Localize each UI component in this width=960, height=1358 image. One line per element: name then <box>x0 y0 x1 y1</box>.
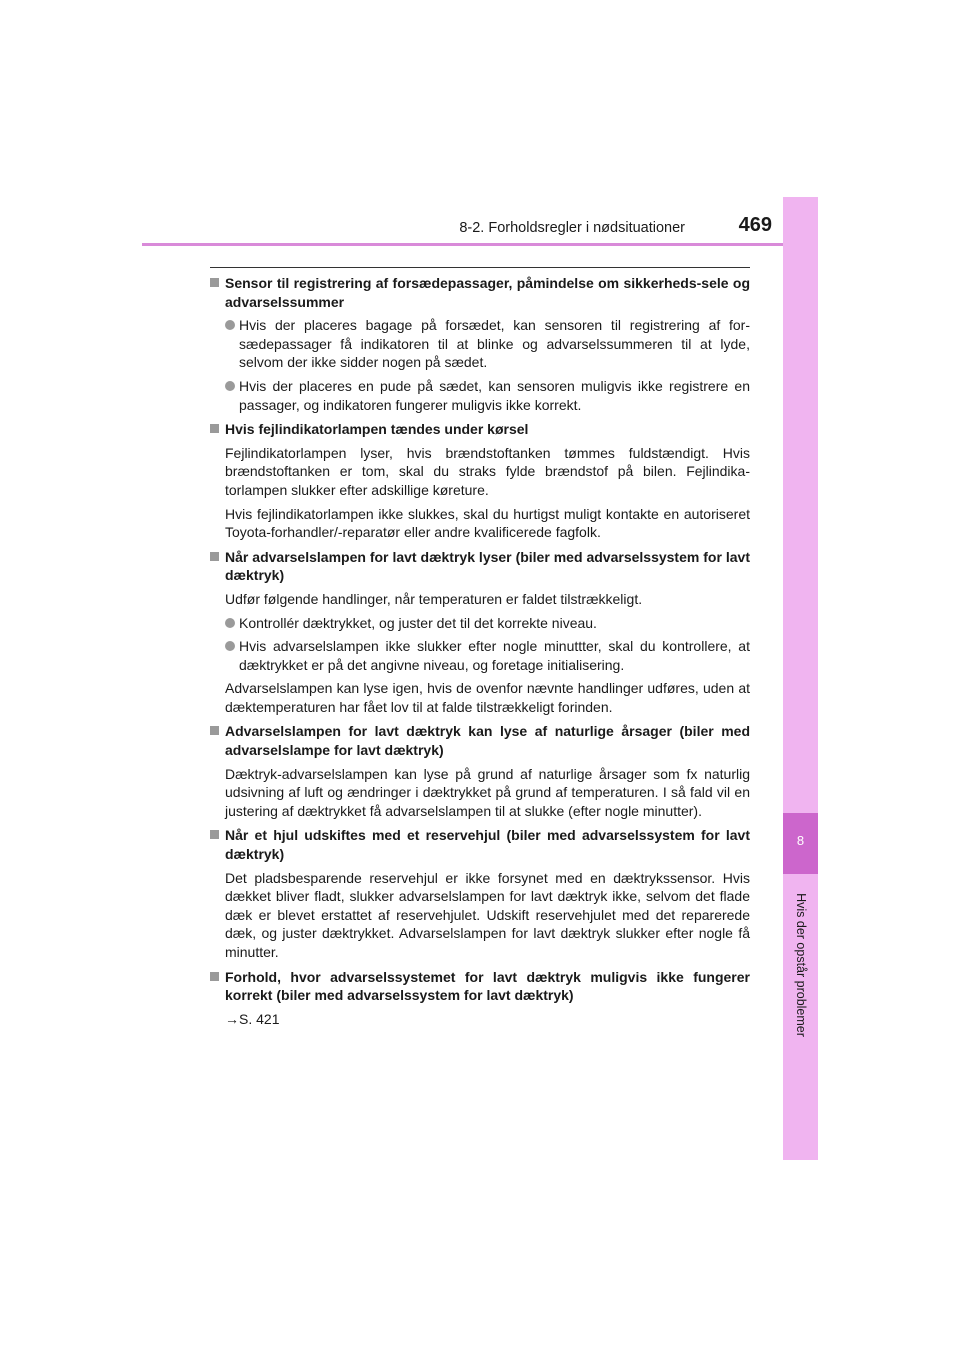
bullet-item <box>210 316 750 372</box>
section-title <box>210 722 750 759</box>
paragraph: Dæktryk-advarselslampen kan lyse på grund af naturlige årsager som fx naturlig udsivning af luft og ændringer i dæktrykket på grund af temperaturen. I så fald vil en justering af dæktrykket få advarselslampen til at slukke (efter nogle minutter). <box>225 765 750 819</box>
square-bullet-icon <box>210 278 219 287</box>
section-title-text: Når et hjul udskiftes med et reservehjul (biler med advarselssystem for lavt dæktryk) <box>225 827 750 863</box>
section-title-text: Forhold, hvor advarselssystemet for lavt dæktryk muligvis ikke fungerer korrekt (biler med advarselssystem for lavt dæktryk) <box>225 968 750 1004</box>
section-title-text: Hvis fejlindikatorlampen tændes under kørsel <box>225 421 529 438</box>
square-bullet-icon <box>210 552 219 561</box>
paragraph: Udfør følgende handlinger, når temperaturen er faldet tilstrækkeligt. <box>225 590 643 607</box>
page-content <box>210 267 750 1028</box>
paragraph: Hvis fejlindikatorlampen ikke slukkes, skal du hurtigst muligt kontakte en autoriseret Toyota-forhandler/-reparatør eller andre kvalificerede fagfolk. <box>225 505 750 541</box>
section-title <box>210 548 750 585</box>
section-title-text: Når advarselslampen for lavt dæktryk lyser (biler med advarselssystem for lavt dæktryk) <box>225 548 750 584</box>
circle-bullet-icon <box>225 641 235 651</box>
bullet-text: Hvis der placeres bagage på forsædet, kan sensoren til registrering af for-sædepassager få indikatoren til at blinke og advarselssummeren til at lyde, selvom der ikke sidder nogen på sædet. <box>239 317 750 371</box>
section-title-text: Advarselslampen for lavt dæktryk kan lyse af naturlige årsager (biler med advarselslampe for lavt dæktryk) <box>225 723 750 759</box>
content-top-rule <box>210 267 750 268</box>
circle-bullet-icon <box>225 381 235 391</box>
paragraph: Advarselslampen kan lyse igen, hvis de ovenfor nævnte handlinger udføres, uden at dæktemperaturen har fået lov til at falde tilstrækkeligt forinden. <box>225 680 750 715</box>
square-bullet-icon <box>210 830 219 839</box>
section-title-text: Sensor til registrering af forsædepassager, påmindelse om sikkerheds-sele og advarselssummer <box>225 275 750 310</box>
circle-bullet-icon <box>225 618 235 628</box>
chapter-title: Hvis der opstår problemer <box>794 893 808 1037</box>
page-number: 469 <box>738 214 772 236</box>
bullet-item <box>210 614 750 633</box>
bullet-text: Hvis der placeres en pude på sædet, kan sensoren muligvis ikke registrere en passager, og indikatoren fungerer muligvis ikke korrekt. <box>239 377 750 413</box>
bullet-text: Kontrollér dæktrykket, og juster det til det korrekte niveau. <box>239 614 597 631</box>
bullet-item <box>210 637 750 674</box>
square-bullet-icon <box>210 424 219 433</box>
section-title <box>210 968 750 1005</box>
paragraph: Det pladsbesparende reservehjul er ikke forsynet med en dæktrykssensor. Hvis dækket bliver fladt, slukker advarselslampen for lavt dæktryk ikke, selvom det flade dæk er blevet erstattet af reservehjulet. Udskift reservehjulet med det reparerede dæk, og juster dæktrykket. Advarselslampen for lavt dæktryk slukker efter nogle få minutter. <box>225 869 750 960</box>
page-reference-link[interactable]: →S. 421 <box>225 1010 280 1027</box>
section-heading: 8-2. Forholdsregler i nødsituationer <box>459 220 685 236</box>
circle-bullet-icon <box>225 320 235 330</box>
header-rule <box>142 243 818 246</box>
square-bullet-icon <box>210 726 219 735</box>
section-title <box>210 274 750 311</box>
bullet-text: Hvis advarselslampen ikke slukker efter nogle minuttter, skal du kontrollere, at dæktrykket er på det angivne niveau, og foretage initialisering. <box>239 638 750 673</box>
square-bullet-icon <box>210 972 219 981</box>
bullet-item <box>210 377 750 414</box>
chapter-number: 8 <box>796 833 805 848</box>
section-title <box>210 826 750 863</box>
section-title <box>210 420 750 439</box>
paragraph: Fejlindikatorlampen lyser, hvis brændstoftanken tømmes fuldstændigt. Hvis brændstoftanken er tom, skal du straks fylde brændstof på bilen. Fejlindika-torlampen slukker efter adskillige køreture. <box>225 444 750 498</box>
